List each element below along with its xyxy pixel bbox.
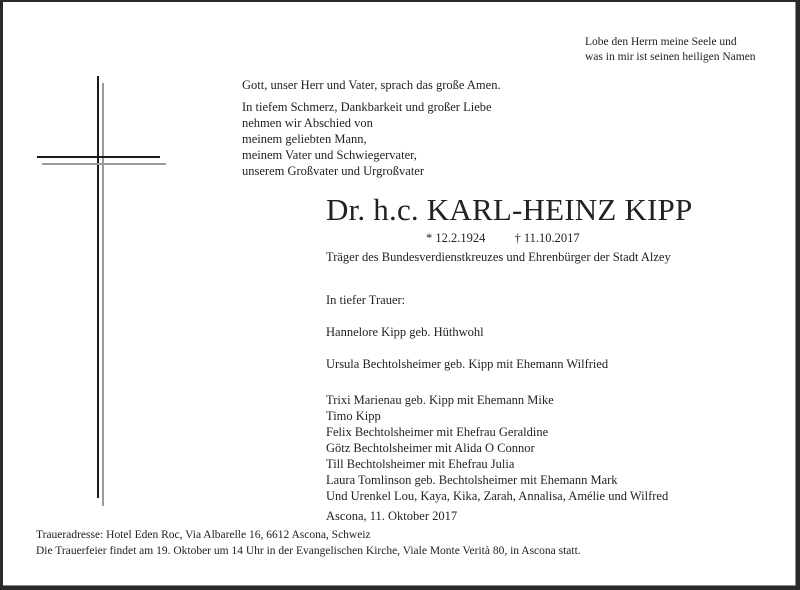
mourner-family-line: Götz Bechtolsheimer mit Alida O Connor — [326, 441, 535, 455]
mourner-family-line: Felix Bechtolsheimer mit Ehefrau Geraldine — [326, 425, 549, 439]
cross-vertical-light — [102, 83, 104, 506]
funeral-address: Traueradresse: Hotel Eden Roc, Via Albarelle 16, 6612 Ascona, Schweiz — [36, 529, 371, 541]
cross-vertical-dark — [97, 76, 99, 498]
deceased-name: Dr. h.c. KARL-HEINZ KIPP — [326, 192, 693, 227]
intro-line: meinem geliebten Mann, — [242, 132, 367, 146]
intro-text — [242, 77, 501, 179]
life-dates — [426, 230, 580, 246]
place-date: Ascona, 11. Oktober 2017 — [326, 509, 458, 523]
mourner-family-line: Laura Tomlinson geb. Bechtolsheimer mit Ehemann Mark — [326, 473, 618, 487]
obituary-page — [3, 2, 796, 586]
mourner-family-line: Und Urenkel Lou, Kaya, Kika, Zarah, Annalisa, Amélie und Wilfred — [326, 489, 669, 503]
intro-line: nehmen wir Abschied von — [242, 116, 373, 130]
intro-quote: Gott, unser Herr und Vater, sprach das große Amen. — [242, 78, 501, 92]
cross-horizontal-light — [42, 163, 166, 165]
mourners-heading: In tiefer Trauer: — [326, 293, 406, 307]
birth-date: * 12.2.1924 — [426, 231, 486, 245]
psalm-line: was in mir ist seinen heiligen Namen — [585, 51, 756, 63]
mourners-list — [326, 292, 668, 524]
psalm-quote — [585, 35, 756, 65]
mourner-family-line: Till Bechtolsheimer mit Ehefrau Julia — [326, 457, 515, 471]
intro-line: meinem Vater und Schwiegervater, — [242, 148, 417, 162]
mourner-spouse: Hannelore Kipp geb. Hüthwohl — [326, 325, 484, 339]
intro-line: unserem Großvater und Urgroßvater — [242, 164, 425, 178]
mourner-family-line: Trixi Marienau geb. Kipp mit Ehemann Mike — [326, 393, 554, 407]
psalm-line: Lobe den Herrn meine Seele und — [585, 36, 737, 48]
death-date: † 11.10.2017 — [514, 231, 580, 245]
mourner-daughter: Ursula Bechtolsheimer geb. Kipp mit Ehemann Wilfried — [326, 357, 609, 371]
footer-info — [36, 527, 581, 559]
cross-horizontal-dark — [37, 156, 160, 158]
mourner-family-line: Timo Kipp — [326, 409, 381, 423]
funeral-service-info: Die Trauerfeier findet am 19. Oktober um 14 Uhr in der Evangelischen Kirche, Viale Monte Verità 80, in Ascona statt. — [36, 545, 581, 557]
intro-line: In tiefem Schmerz, Dankbarkeit und großer Liebe — [242, 100, 492, 114]
honors-text: Träger des Bundesverdienstkreuzes und Ehrenbürger der Stadt Alzey — [326, 250, 671, 264]
